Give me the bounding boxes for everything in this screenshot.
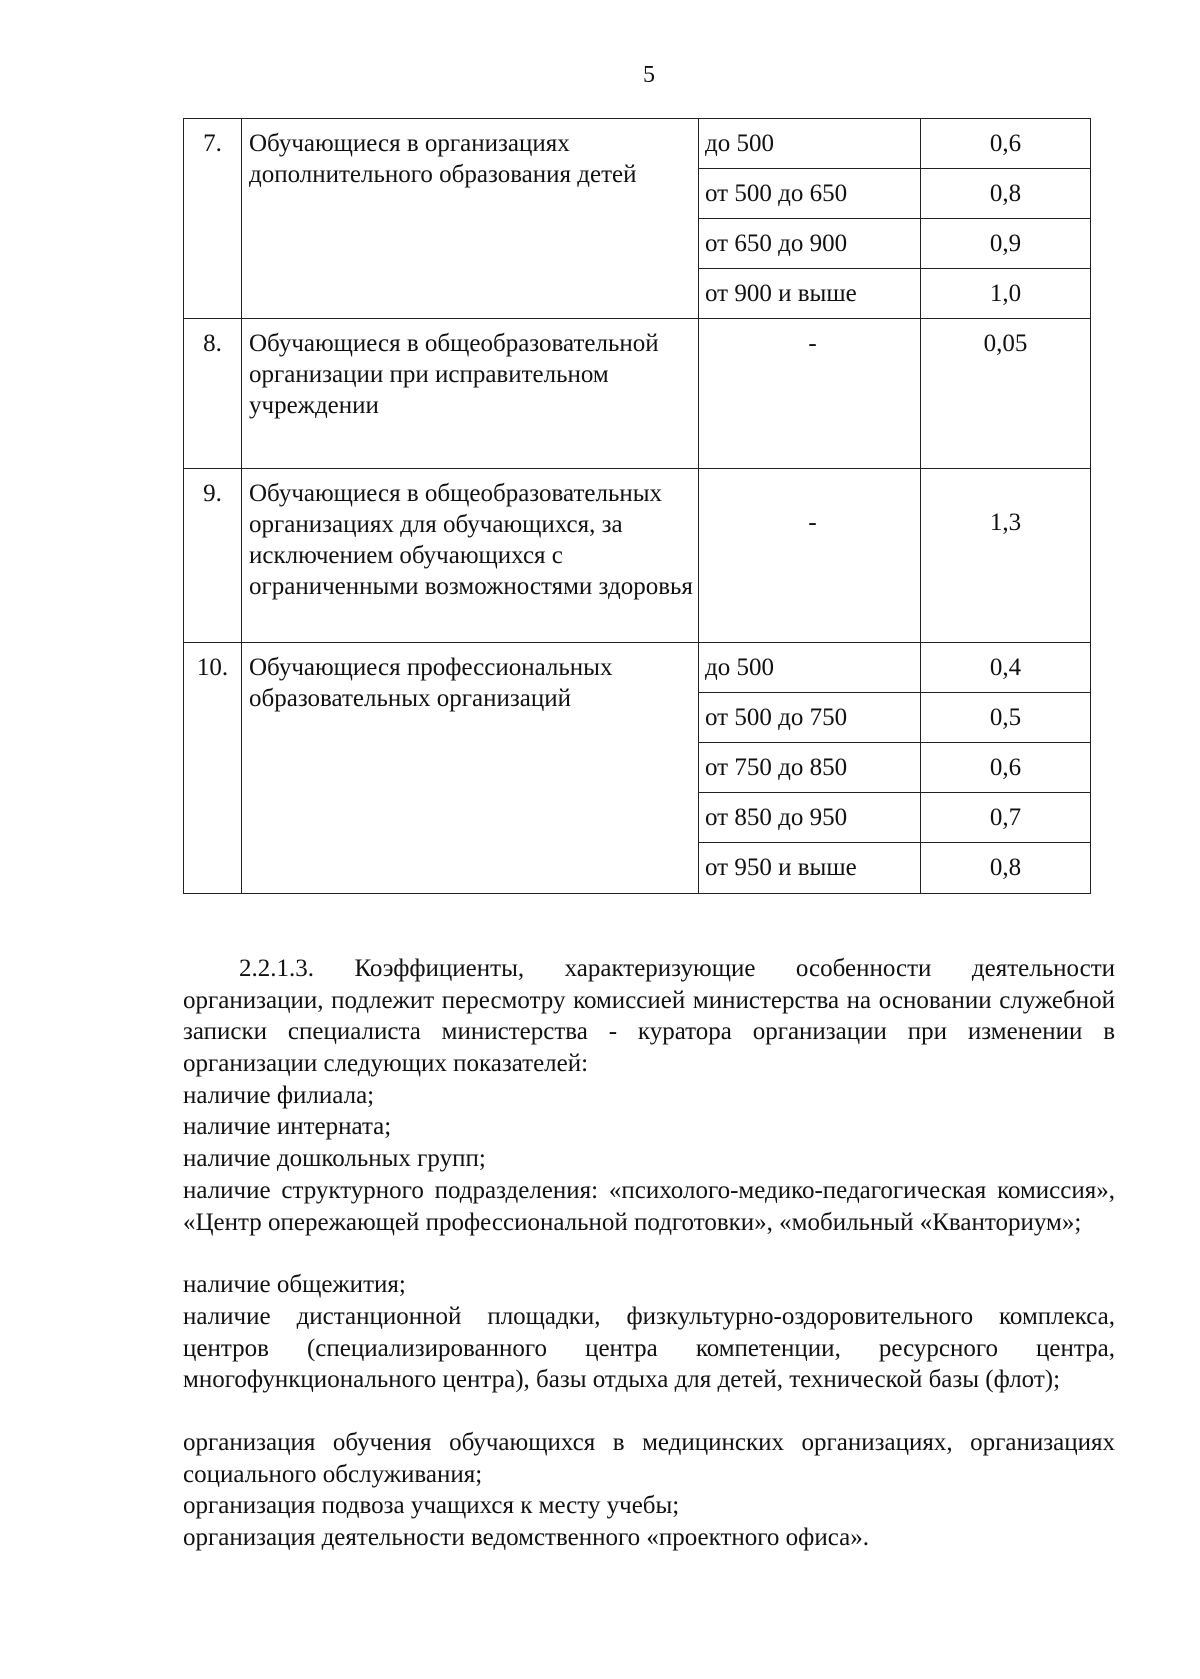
paragraph-2-2-1-3: 2.2.1.3. Коэффициенты, характеризующие особенности деятельности организации, подлежит пересмотру комиссией министерства на основании служебной записки специалиста министерства - куратора организации при изменении в организации следующих показателей: [183,955,1115,1077]
range-cell: - [699,319,921,469]
range-cell: - [699,469,921,643]
table-row [184,469,1091,643]
range-cell: от 650 до 900 [699,219,921,269]
table-row [184,119,1091,169]
coefficient-cell: 0,7 [921,793,1091,843]
row-number: 7. [184,119,242,319]
list-item: организация подвоза учащихся к месту учебы; [183,1492,680,1519]
range-cell: от 750 до 850 [699,743,921,793]
row-category: Обучающиеся в общеобразовательных организациях для обучающихся, за исключением обучающихся с ограниченными возможностями здоровья [242,469,699,643]
page-number: 5 [643,62,655,88]
coefficient-cell: 1,3 [921,469,1091,643]
coefficient-cell: 0,6 [921,119,1091,169]
coefficient-cell: 0,8 [921,843,1091,894]
row-number: 10. [184,643,242,894]
coefficient-cell: 0,5 [921,693,1091,743]
list-item: наличие общежития; [183,1271,406,1298]
range-cell: от 850 до 950 [699,793,921,843]
list-item: организация обучения обучающихся в медицинских организациях, организациях социального обслуживания; [183,1429,1115,1488]
coefficients-table [183,118,1091,894]
coefficient-cell: 1,0 [921,269,1091,319]
row-category: Обучающиеся в общеобразовательной организации при исправительном учреждении [242,319,699,469]
row-number: 9. [184,469,242,643]
coefficient-cell: 0,4 [921,643,1091,693]
row-category: Обучающиеся в организациях дополнительного образования детей [242,119,699,319]
list-item: наличие структурного подразделения: «психолого-медико-педагогическая комиссия», «Центр опережающей профессиональной подготовки», «мобильный «Кванториум»; [183,1177,1115,1236]
list-item: организация деятельности ведомственного «проектного офиса». [183,1524,869,1551]
coefficient-cell: 0,9 [921,219,1091,269]
row-number: 8. [184,319,242,469]
range-cell: до 500 [699,119,921,169]
list-item: наличие дистанционной площадки, физкультурно-оздоровительного комплекса, центров (специализированного центра компетенции, ресурсного центра, многофункционального центра), базы отдыха для детей, технической базы (флот); [183,1303,1115,1394]
list-item: наличие дошкольных групп; [183,1145,486,1172]
list-item: наличие филиала; [183,1082,375,1109]
coefficient-cell: 0,8 [921,169,1091,219]
table-row [184,643,1091,693]
table-row [184,319,1091,469]
row-category: Обучающиеся профессиональных образовательных организаций [242,643,699,894]
range-cell: до 500 [699,643,921,693]
coefficient-cell: 0,05 [921,319,1091,469]
range-cell: от 500 до 650 [699,169,921,219]
list-item: наличие интерната; [183,1113,392,1140]
range-cell: от 950 и выше [699,843,921,894]
range-cell: от 500 до 750 [699,693,921,743]
range-cell: от 900 и выше [699,269,921,319]
coefficient-cell: 0,6 [921,743,1091,793]
